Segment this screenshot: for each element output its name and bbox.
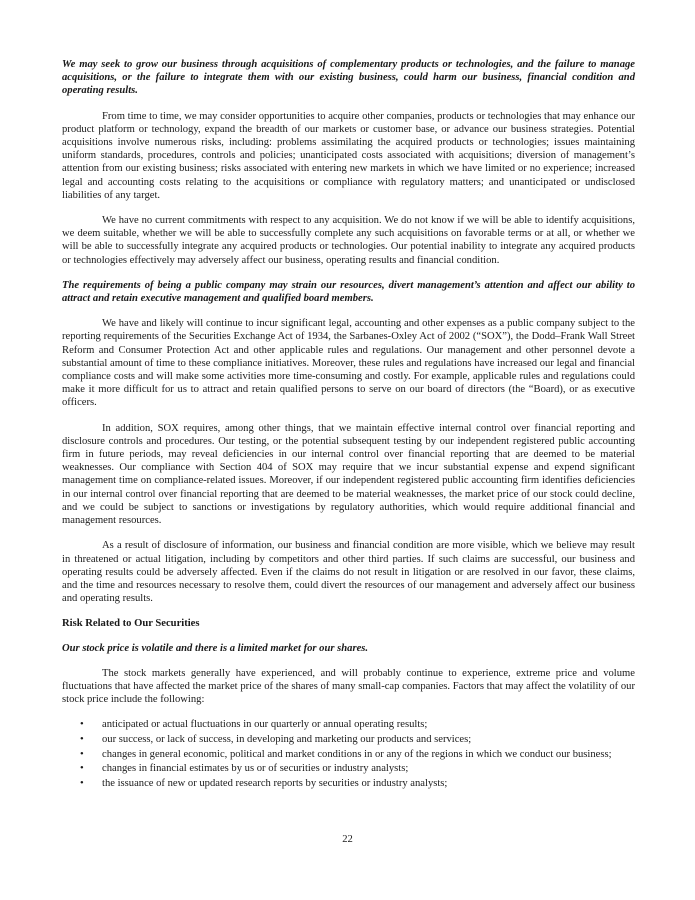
acquisitions-paragraph-1: From time to time, we may consider opportunities to acquire other companies, products or technologies that may enhance our product platform or technology, expand the breadth of our markets or customer base, or advance our business strategies. Potential acquisitions involve numerous risks, including: problems assimilating the acquired products or technologies; issues maintaining uniform standards, procedures, controls and policies; unanticipated costs associated with acquisitions; diversion of management’s attention from our existing business; risks associated with entering new markets in which we have limited or no experience; increased legal and accounting costs relating to the acquisitions or compliance with regulatory matters; and unanticipated or undisclosed liabilities of any target.	[62, 110, 635, 201]
stock-price-paragraph: The stock markets generally have experienced, and will probably continue to experience, extreme price and volume fluctuations that have affected the market price of the shares of many small-cap companies. Factors that may affect the volatility of our stock price include the following:	[62, 667, 635, 706]
list-item	[62, 777, 635, 790]
list-item	[62, 748, 635, 761]
stock-price-risk-heading: Our stock price is volatile and there is a limited market for our shares.	[62, 642, 369, 654]
page-number: 22	[342, 834, 353, 845]
bullet-icon: •	[80, 778, 84, 790]
securities-section-title: Risk Related to Our Securities	[62, 618, 200, 630]
bullet-icon: •	[80, 719, 84, 731]
list-item-text: anticipated or actual fluctuations in our quarterly or annual operating results;	[102, 719, 428, 731]
list-item-text: changes in financial estimates by us or of securities or industry analysts;	[102, 763, 409, 775]
list-item	[62, 718, 635, 731]
list-item-text: changes in general economic, political and market conditions in or any of the regions in which we conduct our business;	[102, 748, 612, 760]
public-company-paragraph-3: As a result of disclosure of information, our business and financial condition are more visible, which we believe may result in threatened or actual litigation, including by competitors and other third parties. If such claims are successful, our business and operating results could be adversely affected. Even if the claims do not result in litigation or are resolved in our favor, these claims, and the time and resources necessary to resolve them, could divert the resources of our management and adversely affect our business and operating results.	[62, 540, 635, 605]
acquisitions-risk-heading: We may seek to grow our business through acquisitions of complementary products or technologies, and the failure to manage acquisitions, or the failure to integrate them with our existing business, could harm our business, financial condition and operating results.	[62, 59, 635, 97]
list-item	[62, 733, 635, 746]
bullet-icon: •	[80, 734, 84, 746]
list-item-text: our success, or lack of success, in developing and marketing our products and services;	[102, 734, 472, 746]
acquisitions-paragraph-2: We have no current commitments with respect to any acquisition. We do not know if we will be able to identify acquisitions, we deem suitable, whether we will be able to successfully complete any such acquisitions on favorable terms or at all, or whether we will be able to successfully integrate any acquired products or technologies. Our potential inability to integrate any acquired products or technologies effectively may adversely affect our business, operating results and financial condition.	[62, 215, 635, 266]
bullet-icon: •	[80, 763, 84, 775]
list-item-text: the issuance of new or updated research reports by securities or industry analysts;	[102, 778, 448, 790]
public-company-paragraph-1: We have and likely will continue to incur significant legal, accounting and other expenses as a public company subject to the reporting requirements of the Securities Exchange Act of 1934, the Sarbanes-Oxley Act of 2002 (“SOX”), the Dodd–Frank Wall Street Reform and Consumer Protection Act and other applicable rules and regulations. Our management and other personnel devote a substantial amount of time to these compliance initiatives. Moreover, these rules and regulations have increased our legal and financial compliance costs and will make some activities more time-consuming and costly. For example, applicable rules and regulations could make it more difficult for us to attract and retain qualified persons to serve on our board of directors (the “Board), or as executive officers.	[62, 318, 635, 409]
bullet-icon: •	[80, 748, 84, 760]
document-page	[62, 58, 635, 792]
public-company-paragraph-2: In addition, SOX requires, among other things, that we maintain effective internal control over financial reporting and disclosure controls and procedures. Our testing, or the potential subsequent testing by our independent registered public accounting firm in future periods, may reveal deficiencies in our internal control over financial reporting that are deemed to be material weaknesses. Our compliance with Section 404 of SOX may require that we incur substantial expense and expend significant management time on compliance-related issues. Moreover, if our independent registered public accounting firm identifies deficiencies in our internal control over financial reporting that are deemed to be material weaknesses, the market price of our stock could decline, and we could be subject to sanctions or investigations by regulatory authorities, which would require additional financial and management resources.	[62, 422, 635, 527]
list-item	[62, 762, 635, 775]
volatility-factors-list	[62, 718, 635, 790]
public-company-risk-heading: The requirements of being a public company may strain our resources, divert management’s attention and affect our ability to attract and retain executive management and qualified board members.	[62, 279, 635, 305]
